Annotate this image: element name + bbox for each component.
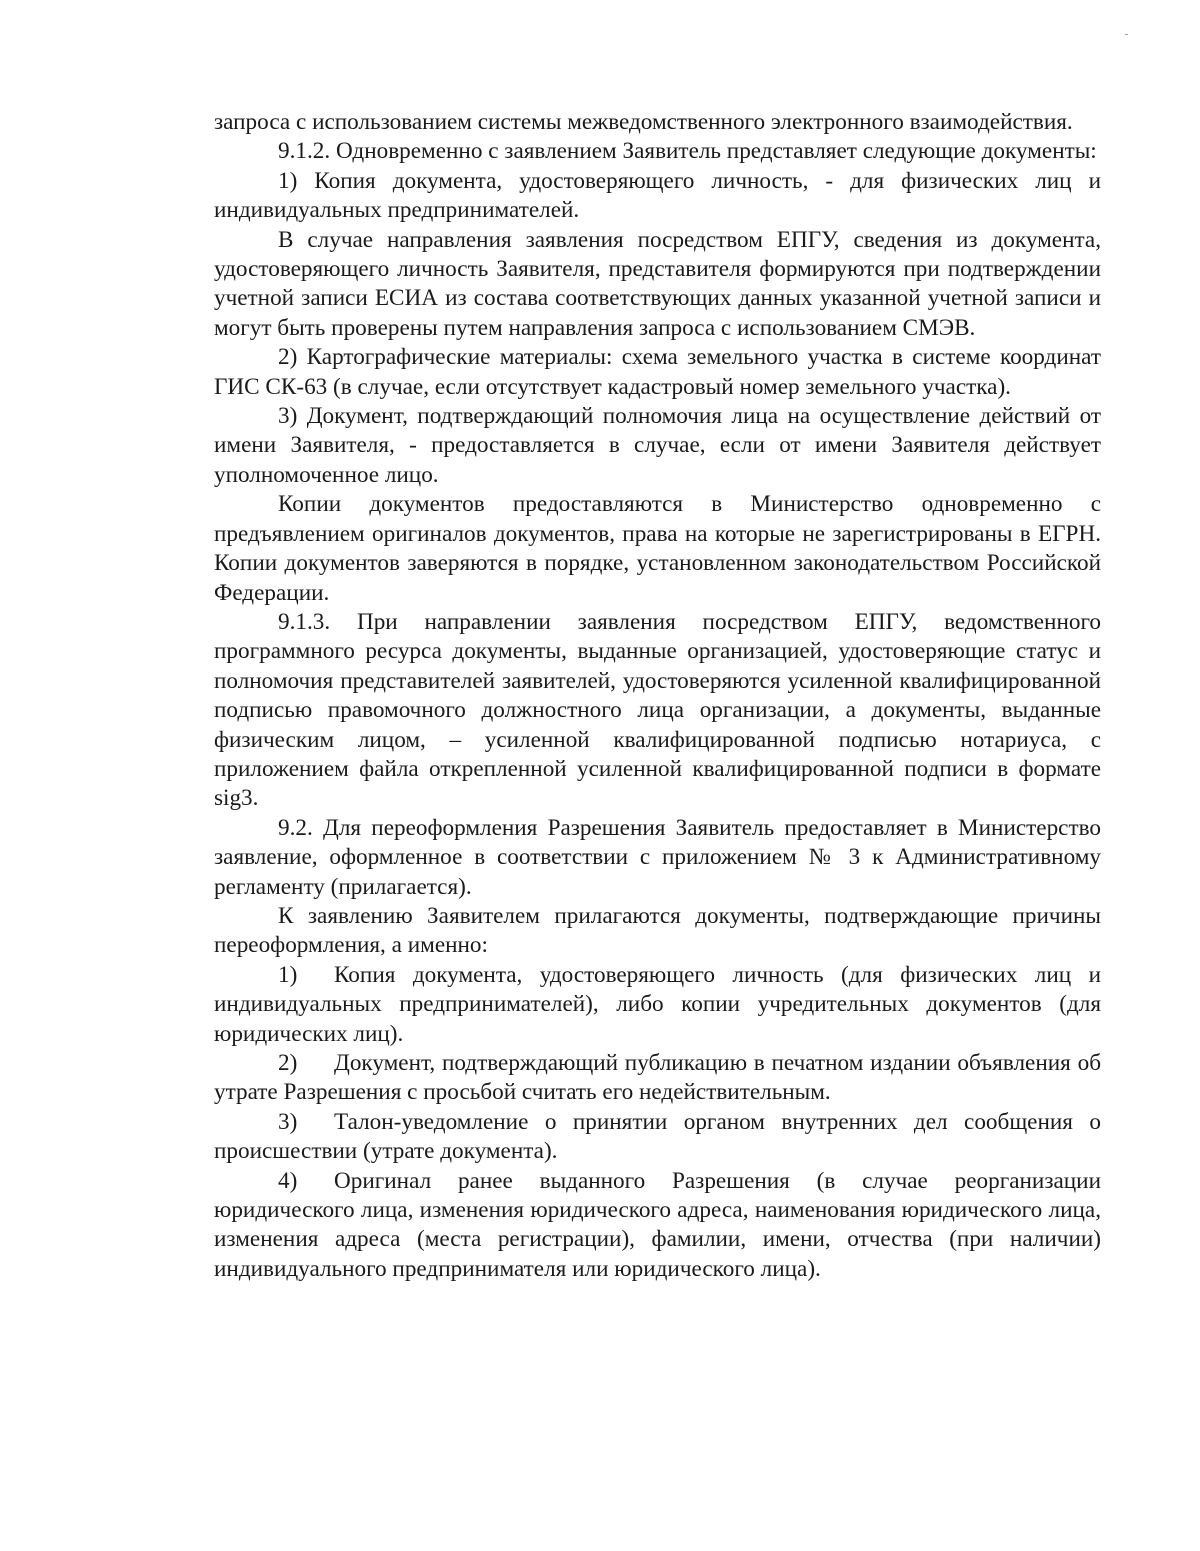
paragraph: В случае направления заявления посредством ЕПГУ, сведения из документа, удостоверяющего личность Заявителя, представителя формируются при подтверждении учетной записи ЕСИА из состава соответствующих данных указанной учетной записи и могут быть проверены путем направления запроса с использованием СМЭВ. [214, 226, 1101, 341]
list-item-number: 3) [278, 1108, 298, 1135]
list-item [214, 1049, 1101, 1108]
list-item-text: Оригинал ранее выданного Разрешения (в случае реорганизации юридического лица, изменения юридического адреса, наименования юридического лица, изменения адреса (места регистрации), фамилии, имени, отчества (при наличии) индивидуального предпринимателя или юридического лица). [214, 1167, 1101, 1282]
paragraph: 9.1.3. При направлении заявления посредством ЕПГУ, ведомственного программного ресурса документы, выданные организацией, удостоверяющие статус и полномочия представителей заявителей, удостоверяются усиленной квалифицированной подписью правомочного должностного лица организации, а документы, выданные физическим лицом, – усиленной квалифицированной подписью нотариуса, с приложением файла открепленной усиленной квалифицированной подписи в формате sig3. [214, 608, 1101, 812]
list-item-text: Талон-уведомление о принятии органом внутренних дел сообщения о происшествии (утрате документа). [214, 1108, 1101, 1165]
paragraph: К заявлению Заявителем прилагаются документы, подтверждающие причины переоформления, а именно: [214, 902, 1101, 959]
paragraph: Копии документов предоставляются в Министерство одновременно с предъявлением оригиналов документов, права на которые не зарегистрированы в ЕГРН. Копии документов заверяются в порядке, установленном законодательством Российской Федерации. [214, 491, 1101, 606]
document-body [214, 108, 1101, 1284]
list-item-text: Документ, подтверждающий публикацию в печатном издании объявления об утрате Разрешения с просьбой считать его недействительным. [214, 1050, 1101, 1106]
paragraph: 1) Копия документа, удостоверяющего личность, - для физических лиц и индивидуальных предпринимателей. [214, 167, 1101, 224]
list-item-number: 4) [278, 1167, 298, 1194]
list-item [214, 1108, 1101, 1167]
scan-artifact [1125, 34, 1128, 35]
list-item-number: 2) [278, 1050, 298, 1076]
list-item [214, 1167, 1101, 1285]
paragraph: 2) Картографические материалы: схема земельного участка в системе координат ГИС СК-63 (в случае, если отсутствует кадастровый номер земельного участка). [214, 344, 1101, 400]
list-item [214, 961, 1101, 1049]
paragraph: запроса с использованием системы межведомственного электронного взаимодействия. [214, 109, 1073, 135]
paragraph: 9.1.2. Одновременно с заявлением Заявитель представляет следующие документы: [278, 138, 1097, 165]
list-item-number: 1) [278, 961, 298, 988]
paragraph: 9.2. Для переоформления Разрешения Заявитель предоставляет в Министерство заявление, оформленное в соответствии с приложением № 3 к Административному регламенту (прилагается). [214, 814, 1101, 900]
list-item-text: Копия документа, удостоверяющего личность (для физических лиц и индивидуальных предпринимателей), либо копии учредительных документов (для юридических лиц). [214, 961, 1101, 1047]
paragraph: 3) Документ, подтверждающий полномочия лица на осуществление действий от имени Заявителя, - предоставляется в случае, если от имени Заявителя действует уполномоченное лицо. [214, 403, 1101, 488]
